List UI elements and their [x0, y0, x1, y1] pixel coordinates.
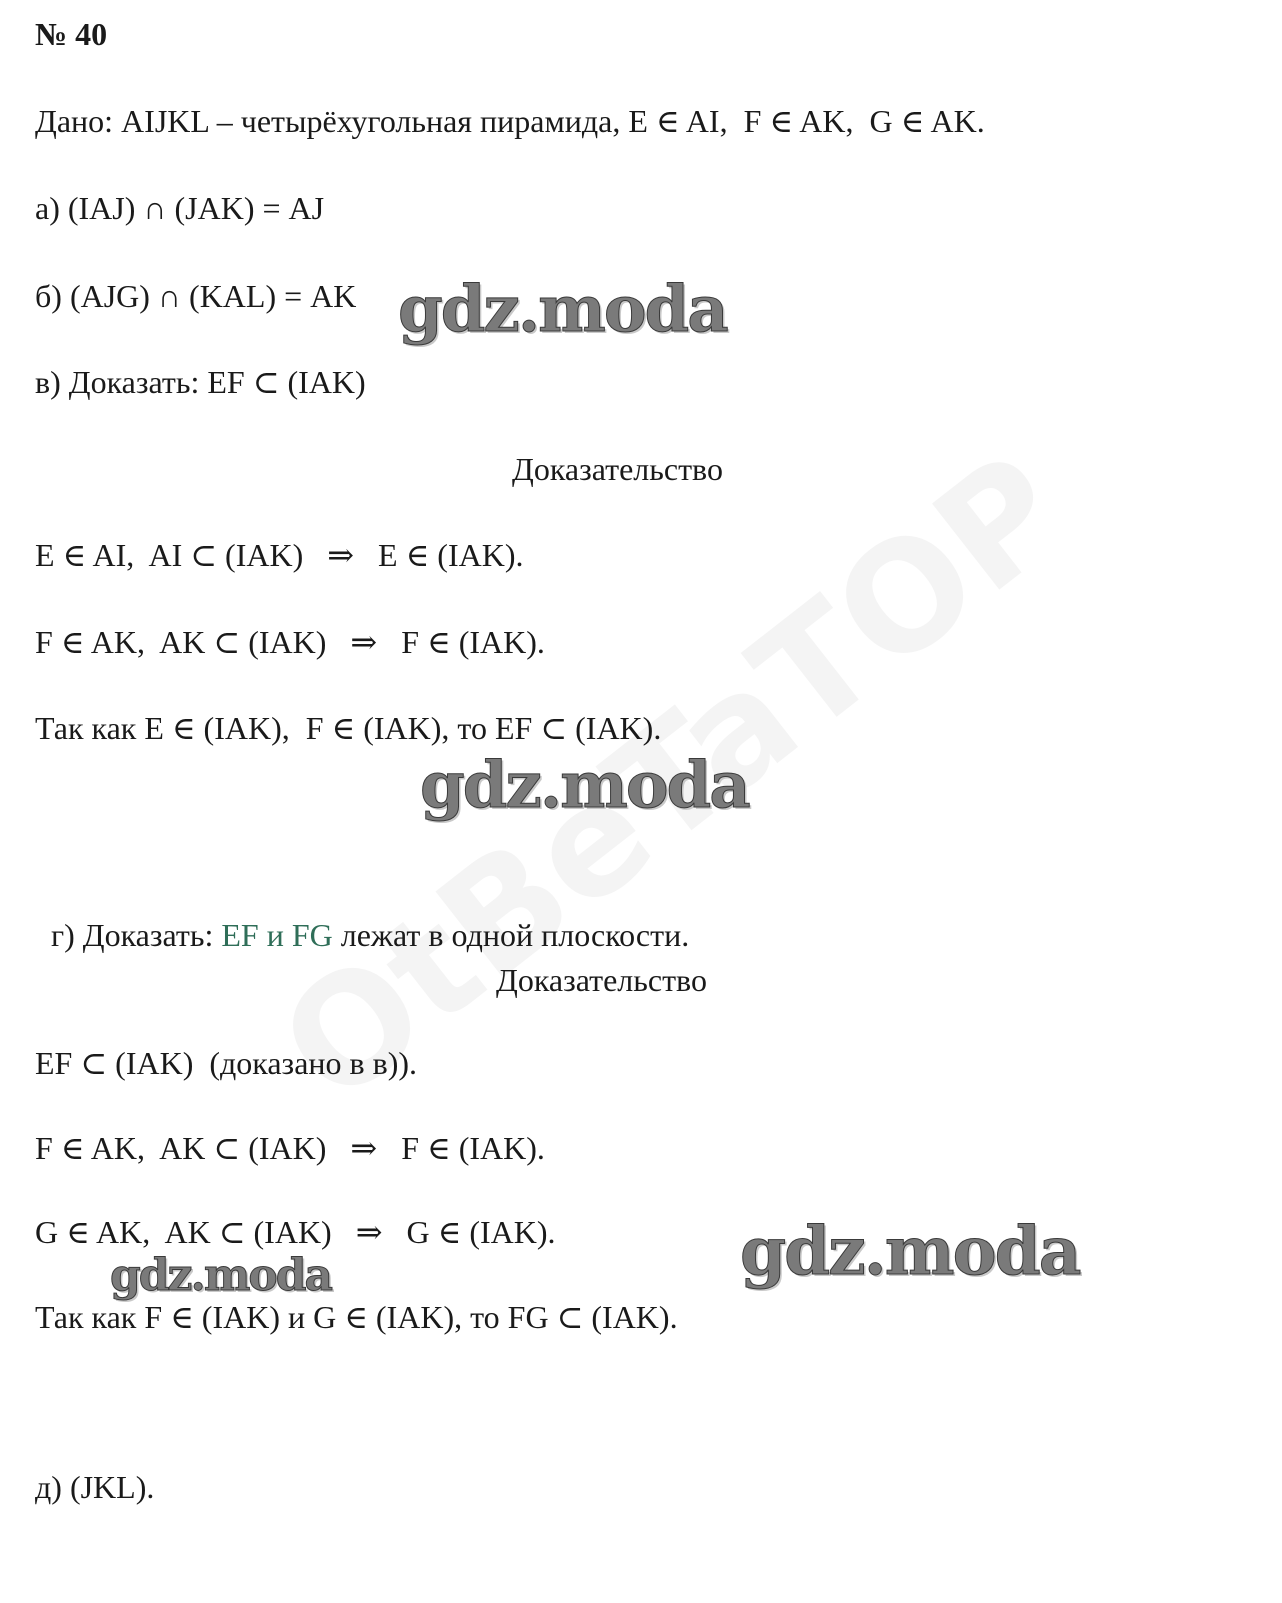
watermark-logo: gdz.moda: [398, 272, 727, 347]
problem-number: № 40: [35, 16, 108, 52]
proof-line: G ∈ AK, AK ⊂ (IAK) ⇒ G ∈ (IAK).: [35, 1214, 556, 1250]
proof-heading: Доказательство: [496, 962, 707, 998]
proof-line: Так как E ∈ (IAK), F ∈ (IAK), то EF ⊂ (IAK).: [35, 710, 662, 746]
watermark-logo: gdz.moda: [740, 1212, 1080, 1290]
watermark-logo: gdz.moda: [110, 1250, 332, 1301]
proof-line: Так как F ∈ (IAK) и G ∈ (IAK), то FG ⊂ (IAK).: [35, 1299, 678, 1335]
proof-heading: Доказательство: [512, 451, 723, 487]
given-statement: Дано: AIJKL – четырёхугольная пирамида, E ∈ AI, F ∈ AK, G ∈ AK.: [35, 103, 985, 139]
part-g-prefix: г) Доказать:: [51, 917, 222, 953]
proof-line: F ∈ AK, AK ⊂ (IAK) ⇒ F ∈ (IAK).: [35, 624, 545, 660]
part-g-highlight: EF и FG: [221, 917, 333, 953]
part-g: [35, 875, 689, 955]
proof-line: EF ⊂ (IAK) (доказано в в)).: [35, 1045, 418, 1081]
proof-line: E ∈ AI, AI ⊂ (IAK) ⇒ E ∈ (IAK).: [35, 537, 524, 573]
watermark-logo: gdz.moda: [420, 748, 749, 823]
part-a: а) (IAJ) ∩ (JAK) = AJ: [35, 190, 325, 226]
part-g-suffix: лежат в одной плоскости.: [332, 917, 690, 953]
part-d: д) (JKL).: [35, 1469, 155, 1505]
part-v: в) Доказать: EF ⊂ (IAK): [35, 364, 366, 400]
part-b: б) (AJG) ∩ (KAL) = AK: [35, 278, 357, 314]
proof-line: F ∈ AK, AK ⊂ (IAK) ⇒ F ∈ (IAK).: [35, 1130, 545, 1166]
